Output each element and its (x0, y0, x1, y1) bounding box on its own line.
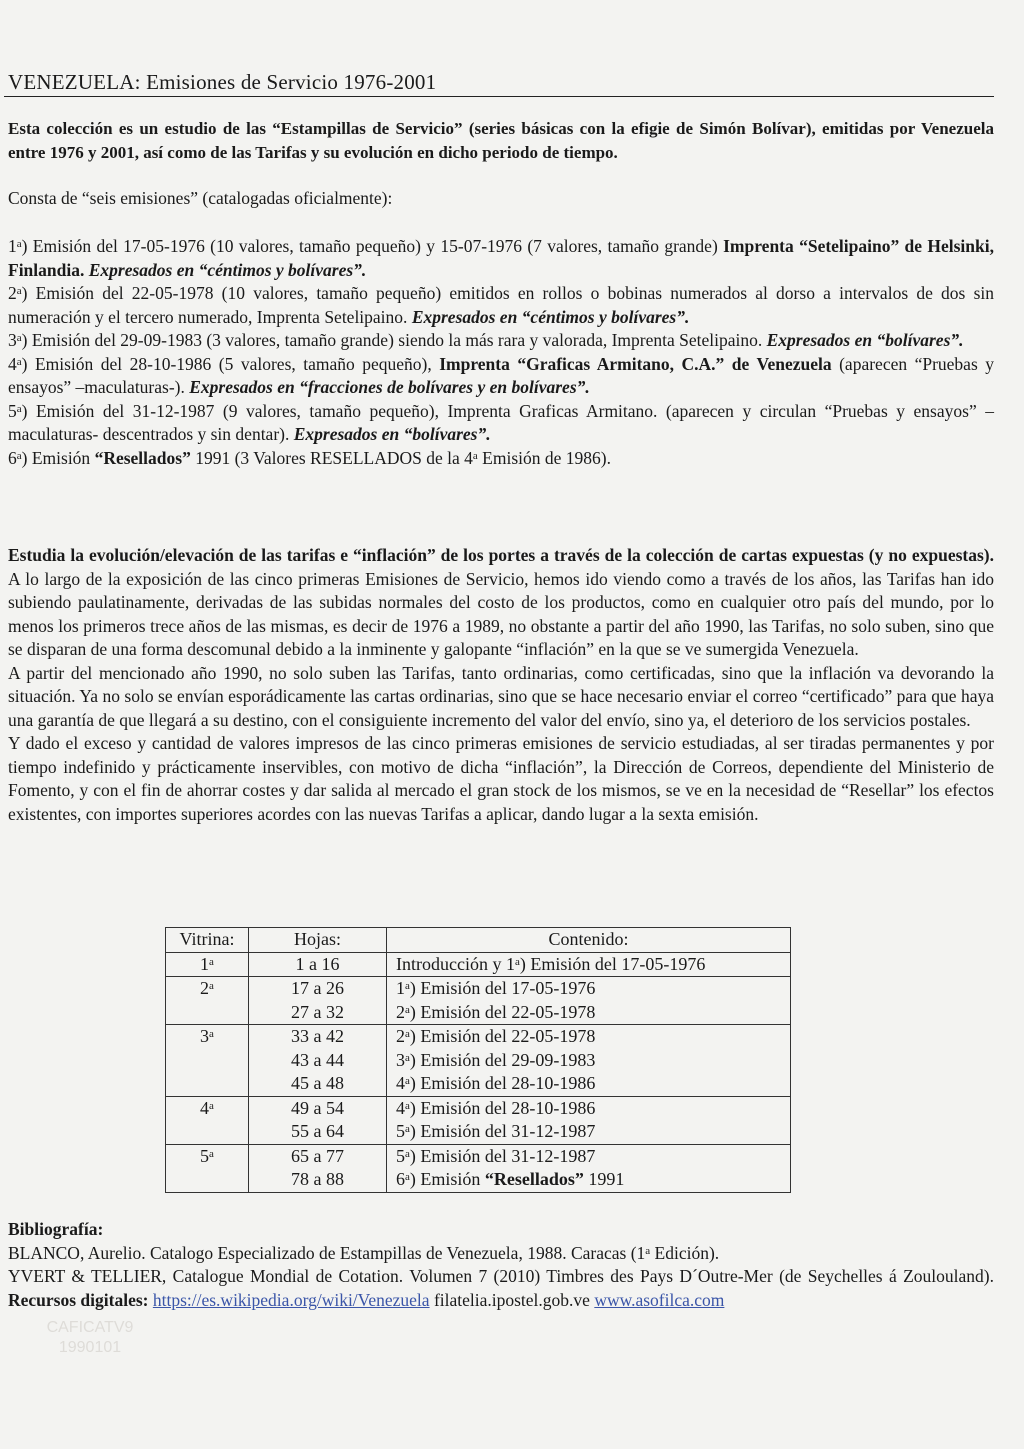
study-paragraph-2: A partir del mencionado año 1990, no solo suben las Tarifas, tanto ordinarias, como certificadas, sino que la inflación va devorando la situación. Ya no solo se envían esporádicamente las cartas ordinarias, sino que se hace necesario enviar el correo “certificado” para que haya una garantía de que llegará a su destino, con el consiguiente incremento del valor del envío, sino ya, el deterioro de los servicios postales. (8, 662, 994, 730)
header-vitrina: Vitrina: (166, 928, 249, 953)
study-section (8, 544, 994, 826)
title-underline (4, 96, 994, 97)
header-hojas: Hojas: (249, 928, 387, 953)
study-paragraph-3: Y dado el exceso y cantidad de valores impresos de las cinco primeras emisiones de servicio estudiadas, al ser tiradas permanentes y por tiempo indefinido y prácticamente inservibles, con motivo de dicha “inflación”, la Dirección de Correos, dependiente del Ministerio de Fomento, y con el fin de ahorrar costes y dar salida al mercado el gran stock de los mismos, se ve en la necesidad de “Resellar” los efectos existentes, con importes superiores acordes con las nuevas Tarifas a aplicar, dando lugar a la sexta emisión. (8, 733, 994, 824)
table-row: 27 a 32 2$^a$) Emisión del 22-05-1978 (166, 1001, 791, 1025)
emission-4: 4$^a$) Emisión del 28-10-1986 (5 valores, tamaño pequeño), Imprenta “Graficas Armitano, C.A.” de Venezuela (aparecen “Pruebas y ensayos” –maculaturas-). Expresados en “fracciones de bolívares y en bolívares”. (8, 353, 994, 397)
table-row: 3$^a$ 33 a 42 2$^a$) Emisión del 22-05-1978 (166, 1025, 791, 1049)
table-row: 1$^a$ 1 a 16 Introducción y 1$^a$) Emisión del 17-05-1976 (166, 952, 791, 977)
emissions-lead: Consta de “seis emisiones” (catalogadas oficialmente): (8, 188, 393, 208)
table-row: 78 a 88 6$^a$) Emisión “Resellados” 1991 (166, 1168, 791, 1192)
bibliography-entry-1: BLANCO, Aurelio. Catalogo Especializado de Estampillas de Venezuela, 1988. Caracas (1$^a$ Edición). (8, 1242, 720, 1263)
emission-5: 5$^a$) Emisión del 31-12-1987 (9 valores, tamaño pequeño), Imprenta Graficas Armitano. (aparecen y circulan “Pruebas y ensayos” – maculaturas- descentrados y sin dentar). Expresados en “bolívares”. (8, 400, 994, 444)
table-row: 45 a 48 4$^a$) Emisión del 28-10-1986 (166, 1072, 791, 1096)
study-paragraph-1: Estudia la evolución/elevación de las tarifas e “inflación” de los portes a través de la colección de cartas expuestas (y no expuestas). A lo largo de la exposición de las cinco primeras Emisiones de Servicio, hemos ido viendo como a través de los años, las Tarifas han ido subiendo paulatinamente, derivadas de las subidas normales del costo de los productos, como en cualquier otro país del mundo, por lo menos los primeros trece años de las mismas, es decir de 1976 a 1989, no obstante a partir del año 1990, las Tarifas, no solo suben, sino que se disparan de una forma descomunal debido a la inminente y galopante “inflación” en la que se ve sumergida Venezuela. (8, 545, 994, 659)
table-row: 4$^a$ 49 a 54 4$^a$) Emisión del 28-10-1986 (166, 1096, 791, 1120)
intro-paragraph: Esta colección es un estudio de las “Estampillas de Servicio” (series básicas con la efigie de Simón Bolívar), emitidas por Venezuela entre 1976 y 2001, así como de las Tarifas y su evolución en dicho periodo de tiempo. (8, 119, 994, 162)
page-title: VENEZUELA: Emisiones de Servicio 1976-2001 (8, 70, 437, 94)
table-row: 43 a 44 3$^a$) Emisión del 29-09-1983 (166, 1049, 791, 1073)
vitrina-table (165, 927, 791, 1193)
wikipedia-link[interactable]: https://es.wikipedia.org/wiki/Venezuela (152, 1289, 430, 1310)
asofilca-link[interactable]: www.asofilca.com (594, 1289, 725, 1310)
table-row: 55 a 64 5$^a$) Emisión del 31-12-1987 (166, 1120, 791, 1144)
emission-6: 6$^a$) Emisión “Resellados” 1991 (3 Valores RESELLADOS de la 4$^a$ Emisión de 1986). (8, 447, 611, 468)
emissions-list (8, 235, 994, 470)
emission-2: 2$^a$) Emisión del 22-05-1978 (10 valores, tamaño pequeño) emitidos en rollos o bobinas numerados al dorso a intervalos de dos sin numeración y el tercero numerado, Imprenta Setelipaino. Expresados en “céntimos y bolívares”. (8, 283, 994, 327)
bibliography (8, 1218, 994, 1312)
emission-1: 1$^a$) Emisión del 17-05-1976 (10 valores, tamaño pequeño) y 15-07-1976 (7 valores, tamaño grande) Imprenta “Setelipaino” de Helsinki, Finlandia. Expresados en “céntimos y bolívares”. (8, 236, 994, 280)
table-header-row (166, 928, 791, 953)
header-contenido: Contenido: (387, 928, 791, 953)
emission-3: 3$^a$) Emisión del 29-09-1983 (3 valores, tamaño grande) siendo la más rara y valorada, Imprenta Setelipaino. Expresados en “bolívares”. (8, 330, 964, 350)
bibliography-heading: Bibliografía: (8, 1219, 104, 1239)
bibliography-entry-2: YVERT & TELLIER, Catalogue Mondial de Cotation. Volumen 7 (2010) Timbres des Pays D´Outre-Mer (de Seychelles á Zoulouland). Recursos digitales: https://es.wikipedia.org/wiki/Venezuela filatelia.ipostel.gob.ve www.asofilca.com (8, 1266, 994, 1310)
faded-stamp: CAFICATV9 1990101 (46, 1319, 134, 1356)
table-row: 5$^a$ 65 a 77 5$^a$) Emisión del 31-12-1987 (166, 1144, 791, 1168)
table-row: 2$^a$ 17 a 26 1$^a$) Emisión del 17-05-1976 (166, 977, 791, 1001)
